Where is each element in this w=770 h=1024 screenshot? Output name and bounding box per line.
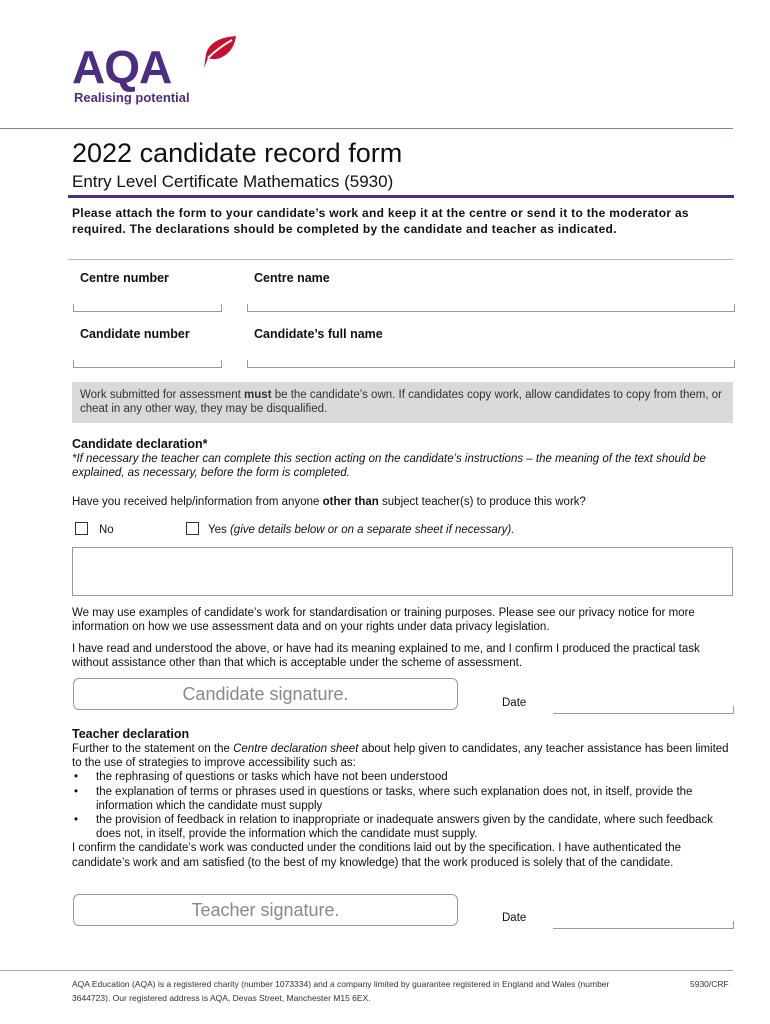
list-item: • the rephrasing of questions or tasks which have not been understood xyxy=(72,770,734,784)
logo-tagline: Realising potential xyxy=(74,90,190,105)
section-divider xyxy=(68,259,734,260)
no-checkbox[interactable] xyxy=(75,522,88,535)
centre-number-label: Centre number xyxy=(80,271,169,285)
yes-label: Yes xyxy=(208,524,227,536)
teacher-intro-text: Further to the statement on the xyxy=(72,743,234,755)
candidate-name-field[interactable] xyxy=(247,360,735,368)
centre-name-label: Centre name xyxy=(254,271,330,285)
candidate-date-label: Date xyxy=(502,697,527,709)
teacher-signature-field[interactable]: Teacher signature. xyxy=(73,894,458,926)
teacher-date-label: Date xyxy=(502,912,527,924)
list-item: • the provision of feedback in relation to inappropriate or inadequate answers given by the candidate, where such feedback does not, in itself, provide the information which the candidate must supply. xyxy=(72,813,734,841)
help-question-emphasis: other than xyxy=(322,496,379,508)
logo-flag-icon xyxy=(200,34,240,70)
logo-wordmark: AQA xyxy=(72,41,172,93)
footer-divider xyxy=(0,970,733,971)
teacher-declaration-heading: Teacher declaration xyxy=(72,727,190,741)
candidate-name-label: Candidate’s full name xyxy=(254,327,383,341)
teacher-date-field[interactable] xyxy=(553,921,734,929)
footer-form-code: 5930/CRF xyxy=(690,979,729,989)
candidate-declaration-heading: Candidate declaration* xyxy=(72,437,208,451)
help-question-text-rest: subject teacher(s) to produce this work? xyxy=(378,496,586,508)
page-title: 2022 candidate record form xyxy=(72,138,403,168)
teacher-intro xyxy=(72,742,734,770)
candidate-number-label: Candidate number xyxy=(80,327,190,341)
notice-text: Work submitted for assessment xyxy=(80,389,245,401)
candidate-number-field[interactable] xyxy=(73,360,222,368)
centre-number-field[interactable] xyxy=(73,304,222,312)
centre-name-field[interactable] xyxy=(247,304,735,312)
teacher-declaration-body xyxy=(72,742,734,870)
candidate-confirm-text: I have read and understood the above, or have had its meaning explained to me, and I confirm I produced the practical task without assistance other than that which is acceptable under the scheme of assessment. xyxy=(72,643,700,670)
privacy-text: We may use examples of candidate’s work for standardisation or training purposes. Please see our privacy notice for more information on how we use assessment data and on your rights under data privacy legislation. xyxy=(72,607,695,634)
help-question-text: Have you received help/information from anyone xyxy=(72,496,323,508)
yes-checkbox[interactable] xyxy=(186,522,199,535)
no-label: No xyxy=(99,524,114,536)
yes-detail: (give details below or on a separate sheet if necessary). xyxy=(229,524,515,536)
notice-emphasis: must xyxy=(244,389,272,401)
assistance-list xyxy=(72,770,734,841)
teacher-confirm-text: I confirm the candidate’s work was conducted under the conditions laid out by the specification. I have authenticated the candidate’s work and am satisfied (to the best of my knowledge) that the work produced is solely that of the candidate. xyxy=(72,842,682,869)
help-details-textarea[interactable] xyxy=(72,547,733,596)
candidate-declaration-note: *If necessary the teacher can complete this section acting on the candidate’s instructions – the meaning of the text should be explained, as necessary, before the form is completed. xyxy=(72,453,706,479)
notice-text-rest: be the candidate’s own. If candidates copy work, allow candidates to copy from them, or cheat in any other way, they may be disqualified. xyxy=(80,389,722,415)
list-item: • the explanation of terms or phrases used in questions or tasks, where such explanation does not, in itself, provide the information which the candidate must supply xyxy=(72,785,734,813)
top-divider xyxy=(0,128,733,129)
candidate-signature-field[interactable]: Candidate signature. xyxy=(73,678,458,710)
title-divider xyxy=(68,195,734,198)
help-question xyxy=(72,495,586,509)
intro-text: Please attach the form to your candidate’s work and keep it at the centre or send it to the moderator as required. The declarations should be completed by the candidate and teacher as indicated. xyxy=(72,206,689,236)
footer-legal-text: AQA Education (AQA) is a registered charity (number 1073334) and a company limited by guarantee registered in England and Wales (number 3644723). Our registered address is AQA, Devas Street, Manchester M15 6EX. xyxy=(72,979,610,1003)
teacher-intro-italic: Centre declaration sheet xyxy=(233,743,359,755)
page-subtitle: Entry Level Certificate Mathematics (5930) xyxy=(72,172,394,191)
teacher-intro-text-rest: about help given to candidates, any teacher assistance has been limited to the use of strategies to improve accessibility such as: xyxy=(72,743,729,770)
yes-label-group xyxy=(208,523,514,537)
candidate-date-field[interactable] xyxy=(553,706,734,714)
notice-box xyxy=(72,382,733,423)
